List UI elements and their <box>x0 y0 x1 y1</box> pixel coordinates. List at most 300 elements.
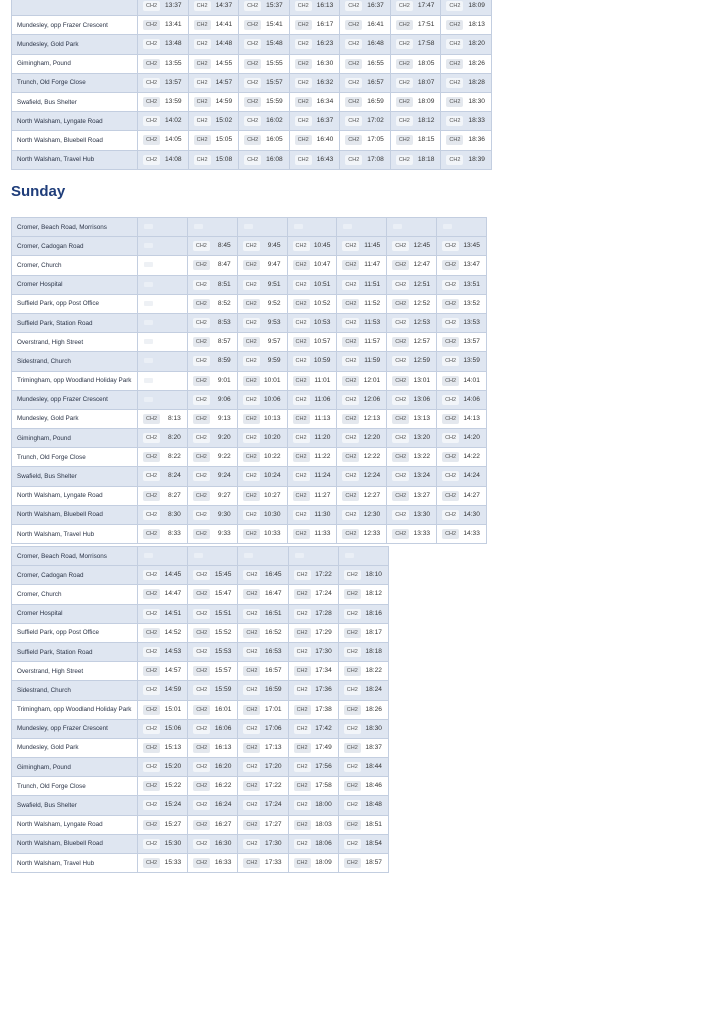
departure-time: 13:30 <box>413 510 431 518</box>
departure-time: 16:05 <box>266 136 283 144</box>
time-cell <box>441 35 492 54</box>
departure-time: 14:57 <box>215 78 233 86</box>
departure-time: 15:08 <box>215 155 233 163</box>
departure-time: 17:27 <box>265 820 282 828</box>
departure-time: 16:55 <box>367 59 384 67</box>
departure-time: 15:47 <box>214 590 232 598</box>
route-badge: CH2 <box>243 858 260 868</box>
table-row <box>12 467 487 486</box>
empty-cell <box>337 218 387 237</box>
route-badge: CH2 <box>392 395 409 405</box>
route-badge: CH2 <box>244 97 261 107</box>
departure-time: 13:53 <box>463 318 480 326</box>
route-badge: CH2 <box>143 78 160 88</box>
time-cell <box>188 585 238 604</box>
route-badge: CH2 <box>293 299 310 309</box>
departure-time: 14:22 <box>463 453 480 461</box>
route-badge: CH2 <box>243 337 260 347</box>
time-cell <box>340 150 391 169</box>
time-cell <box>441 112 492 131</box>
table-row <box>12 16 492 35</box>
blank-marker <box>244 553 253 558</box>
departure-time: 17:24 <box>315 590 332 598</box>
time-cell <box>390 0 441 16</box>
route-badge: CH2 <box>344 666 361 676</box>
blank-marker <box>194 553 203 558</box>
route-badge: CH2 <box>345 116 362 126</box>
route-badge: CH2 <box>295 39 312 49</box>
route-badge: CH2 <box>295 59 312 69</box>
time-cell <box>138 237 188 256</box>
time-cell <box>138 623 188 642</box>
departure-time: 13:22 <box>413 453 431 461</box>
route-badge: CH2 <box>442 376 459 386</box>
departure-time: 14:13 <box>463 414 480 422</box>
departure-time: 16:48 <box>367 40 384 48</box>
departure-time: 15:27 <box>164 820 182 828</box>
time-cell <box>338 815 388 834</box>
route-badge: CH2 <box>294 647 311 657</box>
route-badge: CH2 <box>442 318 459 328</box>
route-badge: CH2 <box>244 39 261 49</box>
departure-time: 15:45 <box>214 571 232 579</box>
table-row <box>12 294 487 313</box>
stop-name: Cromer, Cadogan Road <box>12 237 138 256</box>
blank-marker <box>343 224 352 229</box>
time-cell <box>237 275 287 294</box>
route-badge: CH2 <box>293 491 310 501</box>
departure-time: 9:24 <box>217 472 231 480</box>
departure-time: 11:33 <box>314 530 331 537</box>
time-cell <box>287 352 337 371</box>
route-badge: CH2 <box>442 280 459 290</box>
time-cell <box>437 525 487 544</box>
route-badge: CH2 <box>345 20 362 30</box>
time-cell <box>390 112 441 131</box>
route-badge: CH2 <box>392 260 409 270</box>
time-cell <box>237 256 287 275</box>
route-badge: CH2 <box>446 116 463 126</box>
departure-time: 13:33 <box>413 530 431 537</box>
departure-time: 14:20 <box>463 434 480 442</box>
stop-name <box>12 0 138 16</box>
route-badge: CH2 <box>446 59 463 69</box>
departure-time: 12:59 <box>413 357 431 365</box>
route-badge: CH2 <box>342 529 359 539</box>
departure-time: 9:27 <box>217 491 231 499</box>
time-cell <box>338 623 388 642</box>
time-cell <box>138 681 188 700</box>
table-row <box>12 758 389 777</box>
time-cell <box>138 758 188 777</box>
route-badge: CH2 <box>293 241 310 251</box>
time-cell <box>187 256 237 275</box>
route-badge: CH2 <box>342 376 359 386</box>
time-cell <box>188 131 239 150</box>
route-badge: CH2 <box>143 858 160 868</box>
stop-name: Gimingham, Pound <box>12 429 138 448</box>
table-row <box>12 777 389 796</box>
route-badge: CH2 <box>342 491 359 501</box>
time-cell <box>337 352 387 371</box>
time-cell <box>138 16 189 35</box>
route-badge: CH2 <box>294 820 311 830</box>
route-badge: CH2 <box>294 800 311 810</box>
departure-time: 18:05 <box>417 59 435 67</box>
time-cell <box>138 35 189 54</box>
time-cell <box>239 150 290 169</box>
route-badge: CH2 <box>392 433 409 443</box>
stop-name: Gimingham, Pound <box>12 758 138 777</box>
time-cell <box>187 525 237 544</box>
time-cell <box>387 467 437 486</box>
blank-marker <box>144 339 153 344</box>
time-cell <box>188 700 238 719</box>
departure-time: 14:27 <box>463 491 480 499</box>
departure-time: 10:30 <box>264 510 281 518</box>
route-badge: CH2 <box>344 647 361 657</box>
route-badge: CH2 <box>143 414 160 424</box>
departure-time: 11:47 <box>364 261 381 269</box>
departure-time: 11:27 <box>314 491 331 499</box>
departure-time: 16:37 <box>367 2 384 9</box>
departure-time: 15:59 <box>214 686 232 694</box>
departure-time: 15:33 <box>164 859 182 866</box>
departure-time: 12:06 <box>363 395 381 403</box>
departure-time: 10:20 <box>264 434 281 442</box>
time-cell <box>187 429 237 448</box>
route-badge: CH2 <box>342 414 359 424</box>
departure-time: 9:33 <box>217 530 231 537</box>
departure-time: 16:45 <box>265 571 282 579</box>
time-cell <box>337 486 387 505</box>
time-cell <box>239 92 290 111</box>
time-cell <box>437 333 487 352</box>
departure-time: 17:13 <box>265 743 282 751</box>
time-cell <box>138 294 188 313</box>
table-row <box>12 333 487 352</box>
departure-time: 14:24 <box>463 472 480 480</box>
departure-time: 17:34 <box>315 667 332 675</box>
route-badge: CH2 <box>193 452 210 462</box>
departure-time: 12:53 <box>413 318 431 326</box>
departure-time: 18:09 <box>417 97 435 105</box>
route-badge: CH2 <box>194 20 211 30</box>
table-row <box>12 815 389 834</box>
time-cell <box>337 313 387 332</box>
stop-name: Cromer, Church <box>12 256 138 275</box>
departure-time: 13:57 <box>463 338 480 346</box>
departure-time: 17:22 <box>265 782 282 790</box>
time-cell <box>337 409 387 428</box>
stop-name: Cromer Hospital <box>12 604 138 623</box>
time-cell <box>239 112 290 131</box>
route-badge: CH2 <box>143 800 160 810</box>
time-cell <box>188 777 238 796</box>
route-badge: CH2 <box>342 299 359 309</box>
route-badge: CH2 <box>243 800 260 810</box>
time-cell <box>188 681 238 700</box>
departure-time: 13:59 <box>165 97 182 105</box>
departure-time: 15:24 <box>164 801 182 809</box>
time-cell <box>138 390 188 409</box>
time-cell <box>188 642 238 661</box>
departure-time: 15:55 <box>266 59 283 67</box>
time-cell <box>138 112 189 131</box>
route-badge: CH2 <box>295 20 312 30</box>
departure-time: 14:59 <box>164 686 182 694</box>
departure-time: 9:57 <box>267 338 281 346</box>
departure-time: 14:02 <box>165 117 182 125</box>
time-cell <box>288 854 338 873</box>
departure-time: 16:41 <box>367 21 384 29</box>
departure-time: 17:22 <box>315 571 332 579</box>
departure-time: 18:13 <box>468 21 485 29</box>
time-cell <box>289 112 340 131</box>
departure-time: 18:10 <box>365 571 382 579</box>
time-cell <box>289 35 340 54</box>
route-badge: CH2 <box>143 589 160 599</box>
departure-time: 18:17 <box>365 628 382 636</box>
departure-time: 17:33 <box>265 859 282 866</box>
stop-name: Trunch, Old Forge Close <box>12 448 138 467</box>
time-cell <box>187 409 237 428</box>
table-row <box>12 0 492 16</box>
time-cell <box>338 662 388 681</box>
route-badge: CH2 <box>193 491 210 501</box>
route-badge: CH2 <box>345 39 362 49</box>
time-cell <box>390 73 441 92</box>
time-cell <box>289 92 340 111</box>
route-badge: CH2 <box>342 510 359 520</box>
departure-time: 15:13 <box>164 743 182 751</box>
route-badge: CH2 <box>392 280 409 290</box>
route-badge: CH2 <box>396 39 413 49</box>
time-cell <box>337 237 387 256</box>
departure-time: 10:33 <box>264 530 281 537</box>
table-row <box>12 719 389 738</box>
stop-name: North Walsham, Lyngate Road <box>12 112 138 131</box>
time-cell <box>238 834 288 853</box>
stop-name: Mundesley, opp Frazer Crescent <box>12 390 138 409</box>
route-badge: CH2 <box>344 570 361 580</box>
stop-name: North Walsham, Bluebell Road <box>12 834 138 853</box>
departure-time: 18:57 <box>365 859 382 866</box>
route-badge: CH2 <box>295 116 312 126</box>
time-cell <box>441 54 492 73</box>
time-cell <box>239 73 290 92</box>
table-row <box>12 73 492 92</box>
route-badge: CH2 <box>243 705 260 715</box>
route-badge: CH2 <box>244 135 261 145</box>
departure-time: 18:26 <box>468 59 485 67</box>
route-badge: CH2 <box>392 376 409 386</box>
route-badge: CH2 <box>143 781 160 791</box>
route-badge: CH2 <box>193 529 210 539</box>
route-badge: CH2 <box>243 395 260 405</box>
route-badge: CH2 <box>293 433 310 443</box>
time-cell <box>338 834 388 853</box>
departure-time: 11:45 <box>364 242 381 250</box>
time-cell <box>237 333 287 352</box>
departure-time: 16:37 <box>316 117 334 125</box>
table-row <box>12 150 492 169</box>
departure-time: 14:47 <box>164 590 182 598</box>
departure-time: 9:59 <box>267 357 281 365</box>
time-cell <box>437 371 487 390</box>
departure-time: 16:23 <box>316 40 334 48</box>
time-cell <box>287 505 337 524</box>
time-cell <box>337 390 387 409</box>
stop-name: Mundesley, Gold Park <box>12 738 138 757</box>
departure-time: 9:01 <box>217 376 231 384</box>
departure-time: 17:08 <box>367 155 384 163</box>
blank-marker <box>144 358 153 363</box>
time-cell <box>237 429 287 448</box>
stop-name: Suffield Park, Station Road <box>12 642 138 661</box>
departure-time: 11:30 <box>314 510 331 518</box>
route-badge: CH2 <box>446 135 463 145</box>
time-cell <box>188 719 238 738</box>
time-cell <box>338 719 388 738</box>
time-cell <box>237 294 287 313</box>
time-cell <box>138 815 188 834</box>
route-badge: CH2 <box>344 781 361 791</box>
departure-time: 14:59 <box>215 97 233 105</box>
stop-name: Trimingham, opp Woodland Holiday Park <box>12 371 138 390</box>
departure-time: 17:30 <box>315 647 332 655</box>
route-badge: CH2 <box>143 839 160 849</box>
empty-cell <box>138 218 188 237</box>
time-cell <box>237 390 287 409</box>
departure-time: 8:27 <box>168 491 181 499</box>
time-cell <box>288 662 338 681</box>
departure-time: 16:57 <box>265 667 282 675</box>
departure-time: 12:27 <box>363 491 381 499</box>
time-cell <box>337 448 387 467</box>
departure-time: 14:05 <box>165 136 182 144</box>
time-cell <box>338 585 388 604</box>
time-cell <box>338 700 388 719</box>
departure-time: 15:59 <box>266 97 283 105</box>
departure-time: 16:51 <box>265 609 282 617</box>
route-badge: CH2 <box>344 589 361 599</box>
time-cell <box>288 719 338 738</box>
empty-cell <box>237 218 287 237</box>
route-badge: CH2 <box>243 647 260 657</box>
departure-time: 16:02 <box>266 117 283 125</box>
route-badge: CH2 <box>143 628 160 638</box>
route-badge: CH2 <box>293 376 310 386</box>
route-badge: CH2 <box>396 78 413 88</box>
time-cell <box>237 237 287 256</box>
blank-marker <box>144 397 153 402</box>
time-cell <box>237 486 287 505</box>
empty-cell <box>287 218 337 237</box>
time-cell <box>138 313 188 332</box>
route-badge: CH2 <box>293 337 310 347</box>
stop-name: Cromer, Beach Road, Morrisons <box>12 218 138 237</box>
time-cell <box>288 777 338 796</box>
stop-name: North Walsham, Travel Hub <box>12 525 138 544</box>
route-badge: CH2 <box>442 529 459 539</box>
time-cell <box>238 566 288 585</box>
time-cell <box>387 313 437 332</box>
departure-time: 16:40 <box>316 136 334 144</box>
time-cell <box>337 294 387 313</box>
table-row <box>12 429 487 448</box>
empty-cell <box>187 218 237 237</box>
departure-time: 14:45 <box>164 571 182 579</box>
table-row <box>12 566 389 585</box>
time-cell <box>188 112 239 131</box>
time-cell <box>337 429 387 448</box>
route-badge: CH2 <box>143 59 160 69</box>
time-cell <box>387 390 437 409</box>
departure-time: 11:53 <box>364 318 381 326</box>
departure-time: 16:30 <box>316 59 334 67</box>
departure-time: 13:55 <box>165 59 182 67</box>
time-cell <box>437 237 487 256</box>
departure-time: 8:30 <box>168 510 181 518</box>
departure-time: 9:20 <box>217 434 231 442</box>
time-cell <box>187 352 237 371</box>
time-cell <box>288 585 338 604</box>
route-badge: CH2 <box>294 724 311 734</box>
blank-marker <box>443 224 452 229</box>
route-badge: CH2 <box>294 705 311 715</box>
time-cell <box>237 409 287 428</box>
departure-time: 17:51 <box>417 21 435 29</box>
departure-time: 10:51 <box>313 280 331 288</box>
route-badge: CH2 <box>392 510 409 520</box>
time-cell <box>138 448 188 467</box>
route-badge: CH2 <box>342 260 359 270</box>
time-cell <box>437 448 487 467</box>
departure-time: 16:32 <box>316 78 334 86</box>
time-cell <box>390 131 441 150</box>
time-cell <box>187 448 237 467</box>
time-cell <box>338 854 388 873</box>
time-cell <box>138 371 188 390</box>
time-cell <box>338 758 388 777</box>
empty-cell <box>288 547 338 566</box>
departure-time: 18:37 <box>365 743 382 751</box>
route-badge: CH2 <box>293 471 310 481</box>
route-badge: CH2 <box>243 471 260 481</box>
route-badge: CH2 <box>293 260 310 270</box>
departure-time: 8:52 <box>217 299 231 307</box>
blank-marker <box>144 282 153 287</box>
time-cell <box>390 150 441 169</box>
time-cell <box>441 16 492 35</box>
departure-time: 12:57 <box>413 338 431 346</box>
table-row <box>12 700 389 719</box>
route-badge: CH2 <box>344 858 361 868</box>
table-row <box>12 834 389 853</box>
table-row <box>12 604 389 623</box>
route-badge: CH2 <box>396 59 413 69</box>
stop-name: Suffield Park, opp Post Office <box>12 623 138 642</box>
departure-time: 18:12 <box>365 590 382 598</box>
departure-time: 18:09 <box>468 2 485 9</box>
departure-time: 14:53 <box>164 647 182 655</box>
departure-time: 17:24 <box>265 801 282 809</box>
time-cell <box>188 604 238 623</box>
departure-time: 17:58 <box>417 40 435 48</box>
departure-time: 14:30 <box>463 510 480 518</box>
time-cell <box>138 333 188 352</box>
